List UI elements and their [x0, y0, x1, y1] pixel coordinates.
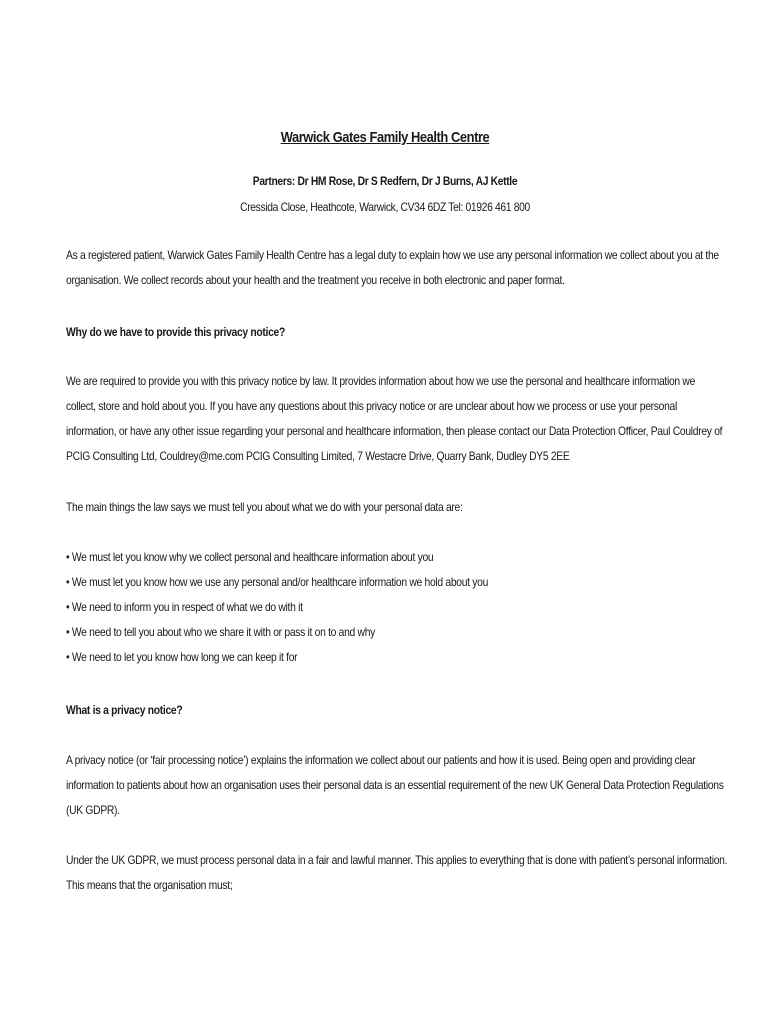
gdpr-paragraph — [66, 848, 728, 898]
list-item: • We must let you know why we collect personal and healthcare information about you — [66, 550, 434, 564]
paragraph-line: collect, store and hold about you. If you have any questions about this privacy notice or are unclear about how we process or use your personal — [66, 399, 677, 413]
what-heading — [66, 698, 702, 723]
list-item: • We need to inform you in respect of what we do with it — [66, 600, 303, 614]
bullet-list — [66, 545, 702, 670]
why-paragraph — [66, 369, 723, 469]
section-heading: What is a privacy notice? — [66, 703, 183, 717]
list-item: • We must let you know how we use any personal and/or healthcare information we hold about you — [66, 575, 489, 589]
list-item: • We need to tell you about who we share it with or pass it on to and why — [66, 625, 376, 639]
paragraph-line: We are required to provide you with this privacy notice by law. It provides information about how we use the personal and healthcare information we — [66, 374, 696, 388]
list-item: • We need to let you know how long we can keep it for — [66, 650, 298, 664]
address-line: Cressida Close, Heathcote, Warwick, CV34 6DZ Tel: 01926 461 800 — [240, 200, 530, 214]
paragraph-line: This means that the organisation must; — [66, 878, 233, 892]
paragraph-line: The main things the law says we must tell you about what we do with your personal data are: — [66, 500, 463, 514]
intro-paragraph — [66, 243, 719, 293]
main-things-paragraph — [66, 495, 702, 520]
paragraph-line: As a registered patient, Warwick Gates Family Health Centre has a legal duty to explain how we use any personal information we collect about you at the — [66, 248, 719, 262]
paragraph-line: (UK GDPR). — [66, 803, 120, 817]
paragraph-line: Under the UK GDPR, we must process personal data in a fair and lawful manner. This applies to everything that is done with patient’s personal information. — [66, 853, 728, 867]
paragraph-line: PCIG Consulting Ltd, Couldrey@me.com PCIG Consulting Limited, 7 Westacre Drive, Quarry Bank, Dudley DY5 2EE — [66, 449, 570, 463]
document-title: Warwick Gates Family Health Centre — [280, 129, 490, 146]
what-paragraph — [66, 748, 724, 823]
paragraph-line: information, or have any other issue regarding your personal and healthcare information, then please contact our Data Protection Officer, Paul Couldrey of — [66, 424, 723, 438]
section-heading: Why do we have to provide this privacy notice? — [66, 325, 285, 339]
partners-line: Partners: Dr HM Rose, Dr S Redfern, Dr J Burns, AJ Kettle — [252, 174, 518, 188]
why-heading — [66, 320, 702, 345]
paragraph-line: organisation. We collect records about your health and the treatment you receive in both electronic and paper format. — [66, 273, 565, 287]
paragraph-line: information to patients about how an organisation uses their personal data is an essential requirement of the new UK General Data Protection Regulations — [66, 778, 724, 792]
paragraph-line: A privacy notice (or ‘fair processing notice’) explains the information we collect about our patients and how it is used. Being open and providing clear — [66, 753, 696, 767]
